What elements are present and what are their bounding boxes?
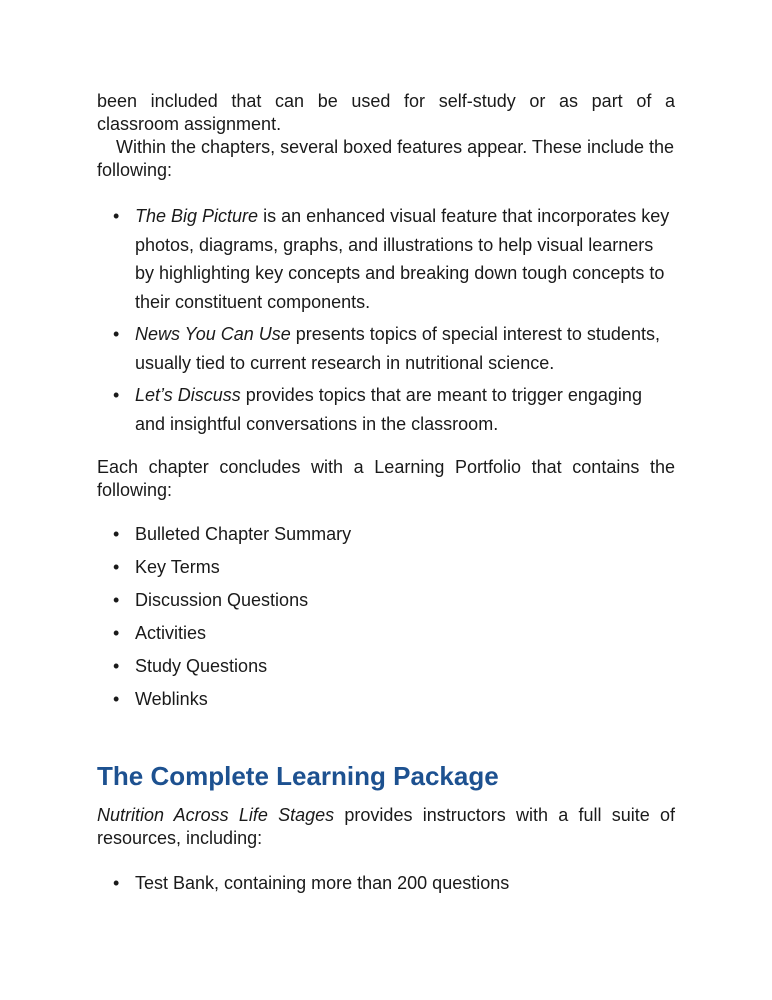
- portfolio-item: Study Questions: [135, 656, 268, 676]
- continuation-line-2: classroom assignment.: [97, 114, 282, 134]
- package-item: Test Bank, containing more than 200 questions: [135, 872, 510, 893]
- bullet-icon: •: [113, 872, 120, 893]
- feature-text: presents topics of special interest to students, usually tied to current research in nutritional science.: [135, 324, 660, 373]
- list-item: [97, 652, 675, 681]
- feature-text: is an enhanced visual feature that incorporates key photos, diagrams, graphs, and illustrations to help visual learners by highlighting key concepts and breaking down tough concepts to their constituent components.: [135, 206, 670, 312]
- package-intro-text: provides instructors with a full suite of resources, including:: [97, 804, 675, 848]
- list-item: [97, 685, 675, 714]
- list-item: [97, 553, 675, 582]
- package-list: [97, 869, 675, 898]
- list-item: [97, 381, 675, 438]
- list-item: [97, 619, 675, 648]
- bullet-icon: •: [113, 689, 120, 709]
- continuation-line-1: been included that can be used for self-study or as part of a: [97, 91, 675, 111]
- portfolio-item: Bulleted Chapter Summary: [135, 524, 352, 544]
- package-intro: [97, 804, 675, 850]
- portfolio-item: Key Terms: [135, 557, 220, 577]
- portfolio-item: Weblinks: [135, 689, 208, 709]
- bullet-icon: •: [113, 590, 120, 610]
- bullet-icon: •: [113, 206, 120, 226]
- bullet-icon: •: [113, 557, 120, 577]
- list-item: [97, 520, 675, 549]
- portfolio-intro: Each chapter concludes with a Learning Portfolio that contains the following:: [97, 457, 675, 500]
- list-item: [97, 586, 675, 615]
- feature-text: provides topics that are meant to trigger engaging and insightful conversations in the classroom.: [135, 385, 642, 434]
- portfolio-list: [97, 520, 675, 714]
- book-title: Nutrition Across Life Stages: [97, 804, 335, 825]
- bullet-icon: •: [113, 385, 120, 405]
- feature-title: News You Can Use: [135, 324, 291, 344]
- boxed-features-list: [97, 202, 675, 438]
- section-heading: The Complete Learning Package: [97, 760, 499, 791]
- feature-title: The Big Picture: [135, 206, 259, 226]
- list-item: [97, 202, 675, 316]
- bullet-icon: •: [113, 656, 120, 676]
- portfolio-item: Discussion Questions: [135, 590, 309, 610]
- document-page: [97, 90, 675, 897]
- list-item: [97, 869, 675, 898]
- boxed-features-intro: Within the chapters, several boxed features appear. These include the following:: [97, 137, 675, 180]
- bullet-icon: •: [113, 524, 120, 544]
- bullet-icon: •: [113, 623, 120, 643]
- feature-title: Let’s Discuss: [135, 385, 241, 405]
- bullet-icon: •: [113, 324, 120, 344]
- portfolio-item: Activities: [135, 623, 207, 643]
- list-item: [97, 320, 675, 377]
